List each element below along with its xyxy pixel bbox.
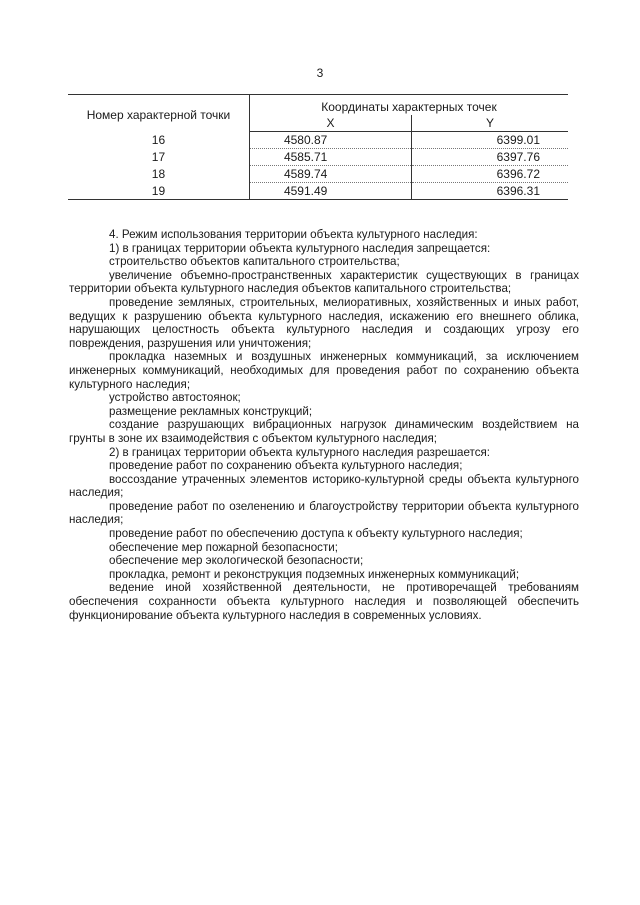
subsection-prohibited: 1) в границах территории объекта культурного наследия запрещается: — [109, 241, 491, 255]
list-item: обеспечение мер пожарной безопасности; — [109, 540, 338, 554]
point-number: 18 — [68, 166, 249, 183]
list-item: строительство объектов капитального строительства; — [109, 255, 400, 269]
list-item: увеличение объемно-пространственных характеристик существующих в границах территории объекта культурного наследия объектов капитального строительства; — [69, 268, 579, 296]
list-item: прокладка наземных и воздушных инженерных коммуникаций, за исключением инженерных коммуникаций, необходимых для проведения работ по сохранению объекта культурного наследия; — [69, 350, 579, 391]
table-row — [68, 183, 568, 200]
point-number: 19 — [68, 183, 249, 200]
table-row — [68, 132, 568, 149]
regulation-text — [69, 228, 579, 622]
coord-y: 6397.76 — [412, 149, 568, 166]
list-item: проведение работ по обеспечению доступа к объекту культурного наследия; — [109, 527, 523, 541]
list-item: создание разрушающих вибрационных нагрузок динамическим воздействием на грунты в зоне их взаимодействия с объектом культурного наследия; — [69, 418, 579, 445]
point-number: 16 — [68, 132, 249, 149]
coordinates-table — [68, 94, 568, 200]
list-item: проведение работ по сохранению объекта культурного наследия; — [109, 459, 463, 473]
section-heading: 4. Режим использования территории объекта культурного наследия: — [109, 228, 478, 241]
list-item: размещение рекламных конструкций; — [109, 404, 313, 418]
header-point-number: Номер характерной точки — [68, 95, 249, 132]
list-item: проведение земляных, строительных, мелиоративных, хозяйственных и иных работ, ведущих к разрушению объекта культурного наследия, искажению его внешнего облика, нарушающих целостность объекта культурного наследия и создающих угрозу его повреждения, разрушения или уничтожения; — [69, 295, 579, 350]
list-item: проведение работ по озеленению и благоустройству территории объекта культурного наследия; — [69, 499, 579, 527]
table-row — [68, 149, 568, 166]
coord-x: 4585.71 — [249, 149, 411, 166]
coord-x: 4589.74 — [249, 166, 411, 183]
list-item: ведение иной хозяйственной деятельности, не противоречащей требованиям обеспечения сохранности объекта культурного наследия и позволяющей обеспечить функционирование объекта культурного наследия в современных условиях. — [69, 581, 579, 622]
coord-y: 6399.01 — [412, 132, 568, 149]
coord-y: 6396.72 — [412, 166, 568, 183]
list-item: обеспечение мер экологической безопасности; — [109, 554, 364, 568]
header-x: X — [249, 115, 411, 132]
subsection-permitted: 2) в границах территории объекта культурного наследия разрешается: — [109, 445, 491, 459]
list-item: воссоздание утраченных элементов историко-культурной среды объекта культурного наследия; — [69, 472, 579, 500]
coord-x: 4591.49 — [249, 183, 411, 200]
table-row — [68, 166, 568, 183]
header-coordinates: Координаты характерных точек — [249, 95, 568, 116]
header-y: Y — [412, 115, 568, 132]
point-number: 17 — [68, 149, 249, 166]
coord-x: 4580.87 — [249, 132, 411, 149]
coord-y: 6396.31 — [412, 183, 568, 200]
page-number: 3 — [316, 66, 324, 80]
list-item: прокладка, ремонт и реконструкция подземных инженерных коммуникаций; — [109, 567, 520, 581]
list-item: устройство автостоянок; — [109, 391, 241, 405]
